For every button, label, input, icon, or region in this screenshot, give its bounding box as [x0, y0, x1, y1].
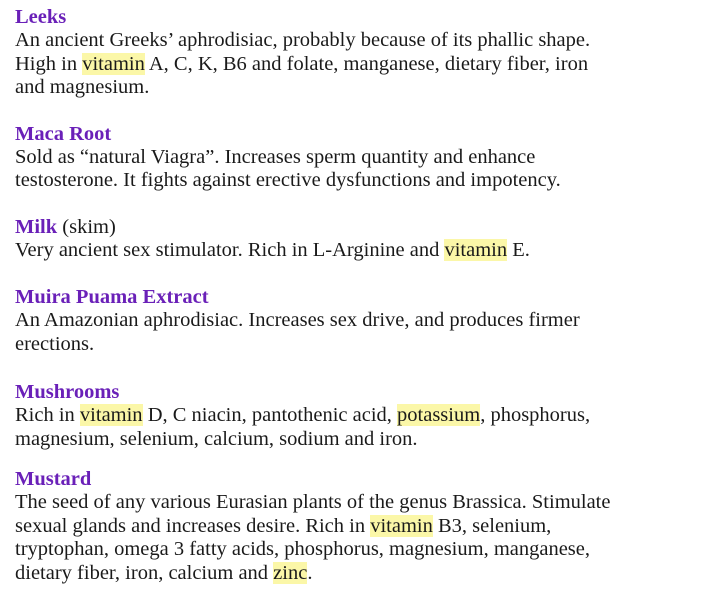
text-line — [15, 169, 715, 193]
entry-milk — [15, 215, 715, 263]
entry-title: Milk — [15, 215, 58, 238]
document-page — [15, 5, 715, 585]
text-span: B3, selenium, — [432, 514, 552, 537]
text-line — [15, 538, 715, 562]
highlighted-term: vitamin — [370, 514, 433, 537]
text-span: An Amazonian aphrodisiac. Increases sex drive, and produces firmer — [15, 309, 580, 331]
entry-title: Mushrooms — [15, 381, 120, 403]
text-span: tryptophan, omega 3 fatty acids, phosphorus, magnesium, manganese, — [15, 538, 591, 560]
text-span: . — [307, 561, 313, 584]
text-line — [15, 309, 715, 333]
entry-title-note: (skim) — [57, 215, 116, 238]
text-line — [15, 333, 715, 357]
text-span: Rich in — [15, 404, 80, 426]
text-span: Very ancient sex stimulator. Rich in L-Arginine and — [15, 238, 445, 261]
entry-muira-puama-extract — [15, 285, 715, 356]
text-line — [15, 146, 715, 170]
text-span: A, C, K, B6 and folate, manganese, dietary fiber, iron — [144, 52, 589, 75]
entry-description — [15, 404, 715, 451]
text-span: and magnesium. — [15, 76, 150, 98]
text-span: dietary fiber, iron, calcium and — [15, 561, 274, 584]
text-span: High in — [15, 52, 83, 75]
entry-mushrooms — [15, 380, 715, 451]
highlighted-term: potassium — [397, 404, 481, 426]
entry-title: Maca Root — [15, 122, 112, 145]
entry-description — [15, 29, 715, 100]
text-span: sexual glands and increases desire. Rich in — [15, 514, 371, 537]
entry-title-line — [15, 122, 715, 146]
entry-title-line — [15, 380, 715, 404]
text-line — [15, 562, 715, 586]
text-line — [15, 53, 715, 77]
entry-description — [15, 146, 715, 193]
text-span: The seed of any various Eurasian plants of the genus Brassica. Stimulate — [15, 491, 611, 513]
text-span: testosterone. It fights against erective dysfunctions and impotency. — [15, 169, 561, 191]
entry-leeks — [15, 5, 715, 100]
text-line — [15, 404, 715, 428]
text-span: Sold as “natural Viagra”. Increases sperm quantity and enhance — [15, 145, 536, 168]
text-line — [15, 491, 715, 515]
entry-title: Mustard — [15, 468, 92, 490]
text-span: E. — [507, 238, 530, 261]
text-line — [15, 428, 715, 452]
text-line — [15, 29, 715, 53]
text-span: magnesium, selenium, calcium, sodium and iron. — [15, 427, 418, 450]
highlighted-term: vitamin — [79, 404, 143, 426]
entry-description — [15, 239, 715, 263]
entry-title-line — [15, 467, 715, 491]
entry-title-line — [15, 285, 715, 309]
text-span: D, C niacin, pantothenic acid, — [142, 404, 398, 426]
highlighted-term: vitamin — [82, 52, 145, 75]
entry-maca-root — [15, 122, 715, 193]
entry-description — [15, 309, 715, 356]
entry-description — [15, 491, 715, 585]
entry-mustard — [15, 467, 715, 585]
text-span: , phosphorus, — [480, 404, 591, 426]
text-span: erections. — [15, 332, 95, 355]
entry-title-line — [15, 5, 715, 29]
text-line — [15, 515, 715, 539]
text-span: An ancient Greeks’ aphrodisiac, probably because of its phallic shape. — [15, 29, 591, 51]
entry-title-line — [15, 215, 715, 239]
highlighted-term: zinc — [273, 561, 308, 584]
entry-title: Muira Puama Extract — [15, 286, 209, 308]
entry-title: Leeks — [15, 6, 67, 28]
text-line — [15, 239, 715, 263]
highlighted-term: vitamin — [444, 238, 508, 261]
text-line — [15, 76, 715, 100]
